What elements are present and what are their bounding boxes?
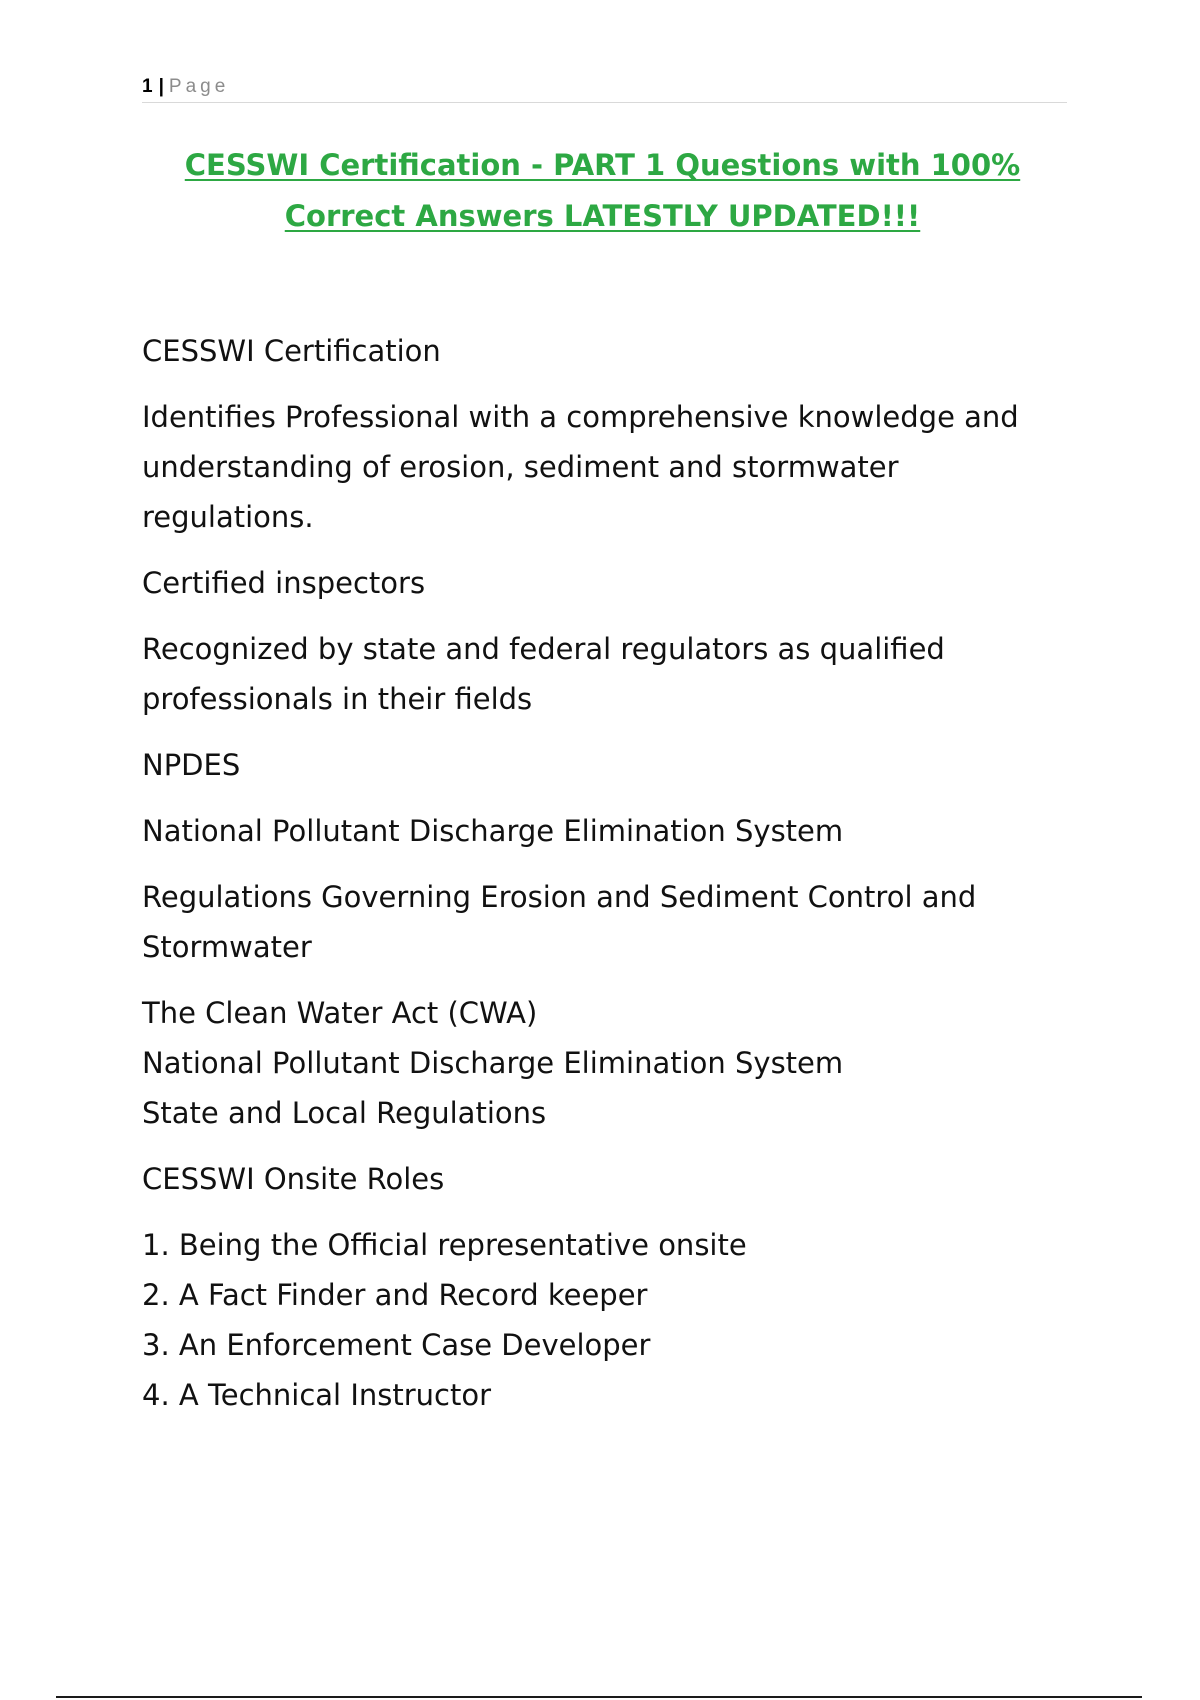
page-header (142, 72, 1067, 103)
definition-cesswi-certification (142, 392, 1072, 542)
text-line: Recognized by state and federal regulators as qualified professionals in their fields (142, 632, 945, 716)
bottom-divider (56, 1696, 1142, 1698)
list-item: 3. An Enforcement Case Developer (142, 1328, 651, 1362)
term-npdes (142, 740, 1072, 790)
text-line: Certified inspectors (142, 566, 426, 600)
definition-onsite-roles (142, 1220, 1072, 1420)
term-certified-inspectors (142, 558, 1072, 608)
list-item: 2. A Fact Finder and Record keeper (142, 1278, 648, 1312)
text-line: Identifies Professional with a comprehensive knowledge and understanding of erosion, sediment and stormwater regulations. (142, 400, 1019, 534)
text-line: The Clean Water Act (CWA) (142, 996, 538, 1030)
text-line: CESSWI Certification (142, 334, 441, 368)
list-item: 1. Being the Official representative onsite (142, 1228, 747, 1262)
text-line: Regulations Governing Erosion and Sediment Control and Stormwater (142, 880, 977, 964)
page-separator: | (158, 76, 164, 97)
term-cesswi-certification (142, 326, 1072, 376)
term-onsite-roles (142, 1154, 1072, 1204)
document-title: CESSWI Certification - PART 1 Questions with 100% Correct Answers LATESTLY UPDATED!!! (184, 148, 1021, 233)
definition-certified-inspectors (142, 624, 1072, 724)
definition-npdes (142, 806, 1072, 856)
page-number: 1 (142, 76, 153, 97)
definition-regulations (142, 988, 1072, 1138)
text-line: CESSWI Onsite Roles (142, 1162, 445, 1196)
list-item: 4. A Technical Instructor (142, 1378, 492, 1412)
text-line: State and Local Regulations (142, 1096, 547, 1130)
document-body (142, 326, 1072, 1436)
page-label: Page (168, 76, 230, 97)
text-line: NPDES (142, 748, 241, 782)
text-line: National Pollutant Discharge Elimination System (142, 814, 844, 848)
term-regulations (142, 872, 1072, 972)
text-line: National Pollutant Discharge Elimination System (142, 1046, 844, 1080)
